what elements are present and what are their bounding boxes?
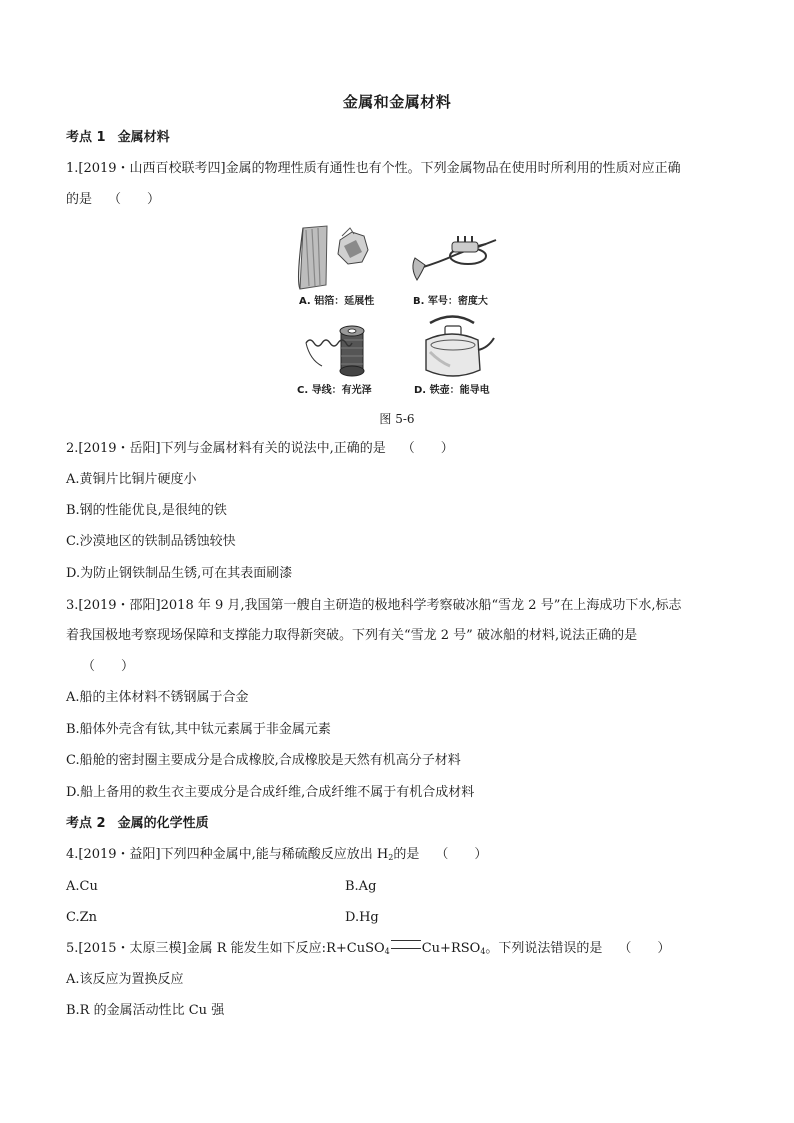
figure-caption-c: C. 导线：有光泽 (297, 385, 372, 396)
question-2-option-a: A.黄铜片比铜片硬度小 (66, 472, 197, 487)
wire-spool-image (306, 326, 364, 376)
section-label: 考点 1 (66, 130, 106, 145)
question-3-option-b: B.船体外壳含有钛,其中钛元素属于非金属元素 (66, 722, 331, 737)
figure-caption-b: B. 军号：密度大 (413, 296, 488, 307)
answer-blank: （ ） (108, 192, 161, 207)
equals-sign (391, 940, 421, 949)
section-name: 金属的化学性质 (117, 816, 209, 831)
question-3-line-1: 3.[2019・邵阳]2018 年 9 月,我国第一艘自主研造的极地科学考察破冰船“雪龙 2 号”在上海成功下水,标志 (66, 598, 682, 613)
question-2-option-b: B.钢的性能优良,是很纯的铁 (66, 503, 227, 518)
question-4-option-b: B.Ag (345, 879, 377, 894)
question-3-option-c: C.船舱的密封圈主要成分是合成橡胶,合成橡胶是天然有机高分子材料 (66, 753, 461, 768)
bugle-image (413, 236, 496, 280)
question-4-stem (66, 846, 487, 867)
answer-blank: （ ） (435, 847, 488, 862)
kettle-image (426, 317, 494, 377)
question-4-option-a: A.Cu (66, 879, 98, 894)
subscript: 4 (384, 947, 390, 956)
question-4-option-d: D.Hg (345, 910, 379, 925)
question-4-option-c: C.Zn (66, 910, 98, 925)
question-5-text: 5.[2015・太原三模]金属 R 能发生如下反应:R+CuSO (66, 941, 385, 956)
figure-caption-a: A. 铝箔：延展性 (299, 296, 375, 307)
answer-blank: （ ） (401, 441, 454, 456)
question-5-option-b: B.R 的金属活动性比 Cu 强 (66, 1003, 225, 1018)
question-2-option-d: D.为防止钢铁制品生锈,可在其表面刷漆 (66, 566, 293, 581)
figure-caption-d: D. 铁壶：能导电 (414, 385, 490, 396)
figure-label: 图 5-6 (379, 412, 415, 426)
section-label: 考点 2 (66, 816, 106, 831)
question-1-stem-end: 的是 (66, 192, 93, 207)
question-5-stem (66, 940, 670, 961)
question-3-option-d: D.船上备用的救生衣主要成分是合成纤维,合成纤维不属于有机合成材料 (66, 785, 475, 800)
question-3-line-2: 着我国极地考察现场保障和支撑能力取得新突破。下列有关“雪龙 2 号” 破冰船的材料,说法正确的是 (66, 628, 638, 643)
section-heading-2 (66, 815, 209, 833)
subscript: 4 (480, 947, 486, 956)
subscript: 2 (388, 853, 394, 862)
question-2-stem (66, 440, 454, 458)
aluminum-foil-image (299, 226, 368, 289)
question-5-option-a: A.该反应为置换反应 (66, 972, 184, 987)
question-4-text: 4.[2019・益阳]下列四种金属中,能与稀硫酸反应放出 H (66, 847, 389, 862)
answer-blank: （ ） (82, 659, 135, 674)
reaction-product: Cu+RSO (421, 941, 481, 956)
question-5-text-end: 。下列说法错误的是 (485, 941, 603, 956)
section-name: 金属材料 (117, 130, 170, 145)
question-2-option-c: C.沙漠地区的铁制品锈蚀较快 (66, 534, 236, 549)
question-1-line-1: 1.[2019・山西百校联考四]金属的物理性质有通性也有个性。下列金属物品在使用时所利用的性质对应正确 (66, 161, 681, 176)
question-2-text: 2.[2019・岳阳]下列与金属材料有关的说法中,正确的是 (66, 441, 386, 456)
question-3-option-a: A.船的主体材料不锈钢属于合金 (66, 690, 249, 705)
answer-blank: （ ） (618, 941, 671, 956)
question-4-text-end: 的是 (393, 847, 420, 862)
page-title: 金属和金属材料 (342, 93, 452, 111)
